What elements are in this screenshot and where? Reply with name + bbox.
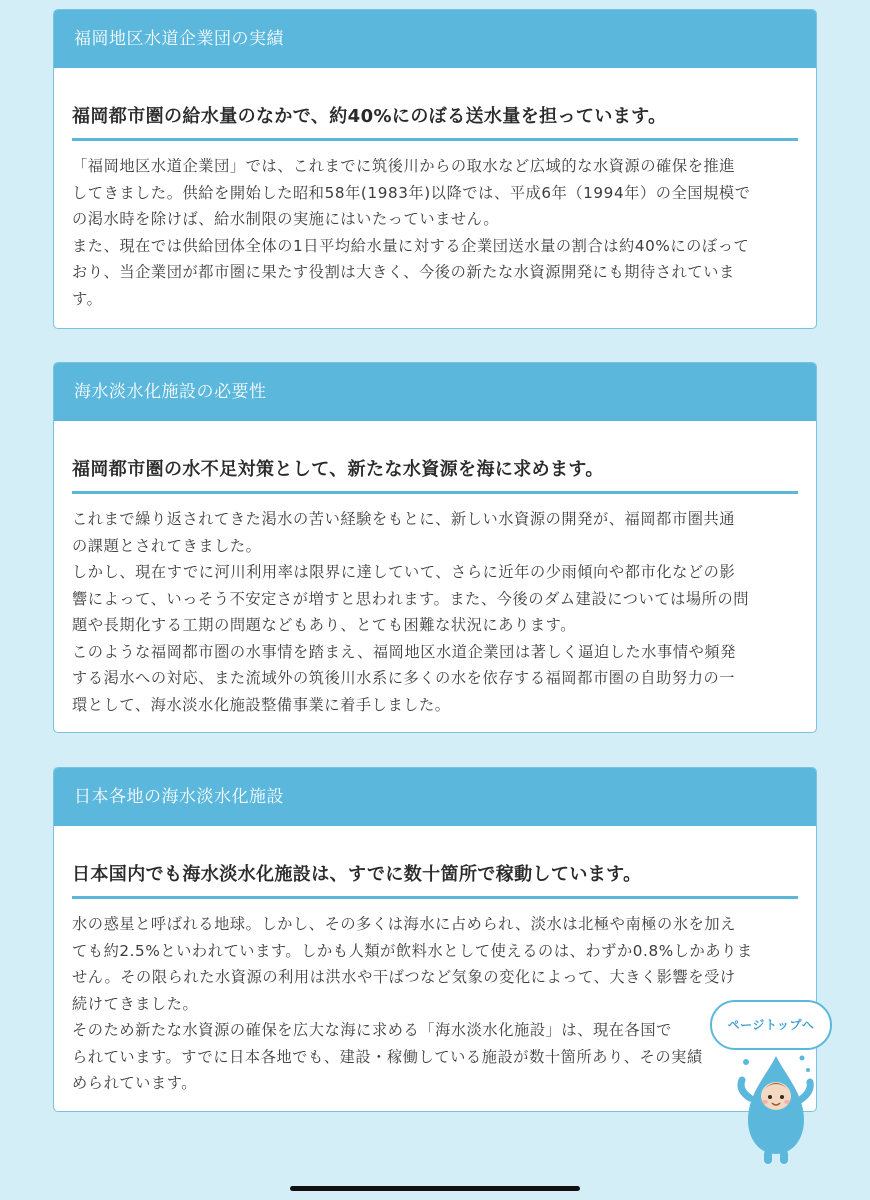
text-line: の課題とされてきました。 (72, 536, 262, 555)
section-body (54, 68, 816, 312)
section-text (72, 153, 798, 312)
home-indicator[interactable] (290, 1186, 580, 1191)
text-line: す。 (72, 289, 103, 308)
text-line: しかし、現在すでに河川利用率は限界に達していて、さらに近年の少雨傾向や都市化などの影 (72, 563, 736, 581)
section-subtitle: 福岡都市圏の給水量のなかで、約40%にのぼる送水量を担っています。 (72, 102, 798, 141)
page-top-button[interactable] (706, 998, 836, 1168)
text-line: の渇水時を除けば、給水制限の実施にはいたっていません。 (72, 210, 500, 228)
text-line: 「福岡地区水道企業団」では、これまでに筑後川からの取水など広域的な水資源の確保を推進 (72, 157, 736, 175)
text-line: そのため新たな水資源の確保を広大な海に求める「海水淡水化施設」は、現在各国で (72, 1021, 672, 1039)
text-line: してきました。供給を開始した昭和58年(1983年)以降では、平成6年（1994年）の全国規模で (72, 183, 751, 202)
text-line: 水の惑星と呼ばれる地球。しかし、その多くは海水に占められ、淡水は北極や南極の氷を加え (72, 915, 736, 933)
text-line: 続けてきました。 (72, 994, 199, 1013)
text-line: このような福岡都市圏の水事情を踏まえ、福岡地区水道企業団は著しく逼迫した水事情や頻発 (72, 642, 736, 661)
section-subtitle: 日本国内でも海水淡水化施設は、すでに数十箇所で稼動しています。 (72, 860, 798, 899)
section-title: 日本各地の海水淡水化施設 (54, 768, 816, 826)
text-line: ても約2.5%といわれています。しかも人類が飲料水として使えるのは、わずか0.8%しかありま (72, 941, 753, 960)
section-title: 海水淡水化施設の必要性 (54, 363, 816, 421)
text-line: おり、当企業団が都市圏に果たす役割は大きく、今後の新たな水資源開発にも期待されていま (72, 263, 735, 281)
text-line: する渇水への対応、また流域外の筑後川水系に多くの水を依存する福岡都市圏の自助努力の一 (72, 669, 736, 687)
text-line: 題や長期化する工期の問題などもあり、とても困難な状況にあります。 (72, 616, 576, 634)
text-line: 環として、海水淡水化施設整備事業に着手しました。 (72, 695, 451, 714)
text-line: また、現在では供給団体全体の1日平均給水量に対する企業団送水量の割合は約40%にのぼって (72, 236, 750, 255)
section-subtitle: 福岡都市圏の水不足対策として、新たな水資源を海に求めます。 (72, 455, 798, 494)
section-title: 福岡地区水道企業団の実績 (54, 10, 816, 68)
section-text (72, 911, 798, 1097)
water-drop-mascot-icon[interactable] (736, 1050, 816, 1172)
section-body (54, 421, 816, 718)
text-line: られています。すでに日本各地でも、建設・稼働している施設が数十箇所あり、その実績 (72, 1047, 703, 1066)
page-top-label[interactable]: ページトップへ (710, 1000, 832, 1050)
text-line: せん。その限られた水資源の利用は洪水や干ばつなど気象の変化によって、大きく影響を受け (72, 968, 736, 986)
section-achievements (53, 9, 817, 329)
text-line: これまで繰り返されてきた渇水の苦い経験をもとに、新しい水資源の開発が、福岡都市圏共通 (72, 510, 736, 528)
section-body (54, 826, 816, 1097)
section-necessity (53, 362, 817, 733)
text-line: められています。 (72, 1074, 198, 1092)
section-text (72, 506, 798, 718)
section-japan-facilities (53, 767, 817, 1112)
text-line: 響によって、いっそう不安定さが増すと思われます。また、今後のダム建設については場所の問 (72, 589, 750, 608)
